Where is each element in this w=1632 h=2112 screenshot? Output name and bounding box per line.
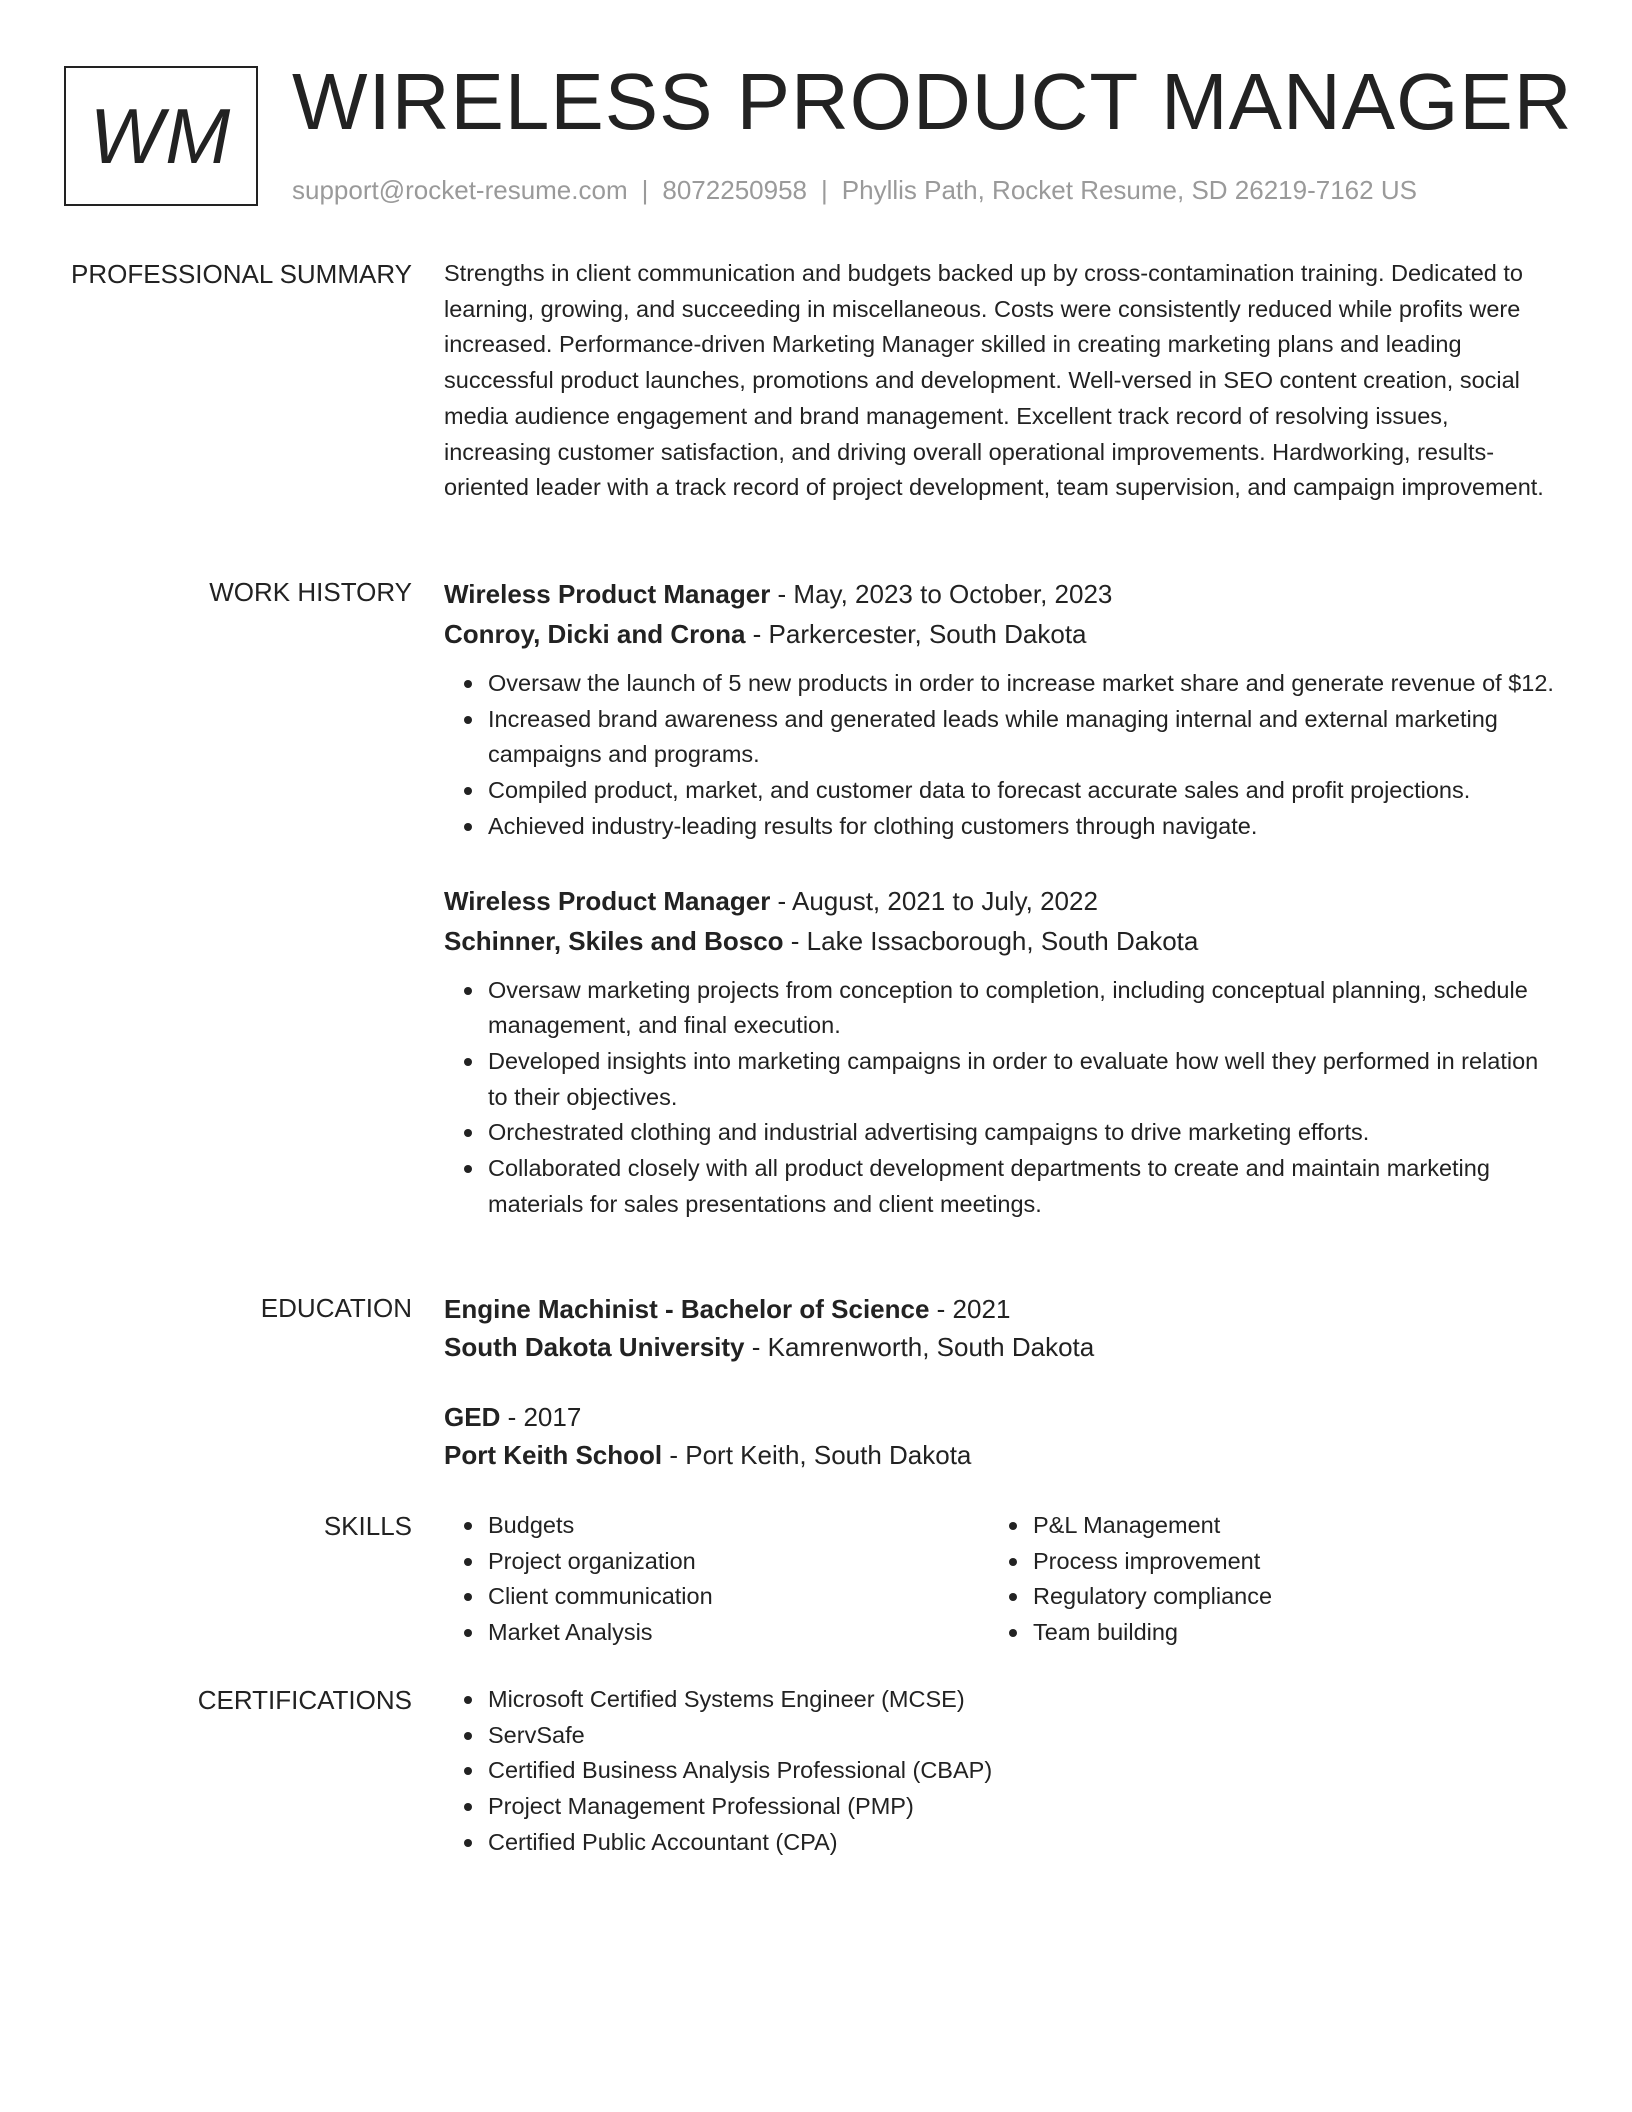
skill-item: P&L Management <box>1033 1508 1534 1544</box>
job-dates: - May, 2023 to October, 2023 <box>770 579 1113 609</box>
certifications-list <box>444 1682 1554 1861</box>
section-label-work-history: WORK HISTORY <box>209 577 412 607</box>
job-bullet: Increased brand awareness and generated leads while managing internal and external marketing campaigns and programs. <box>488 702 1554 773</box>
job-company-line <box>444 614 1554 654</box>
education-degree: GED <box>444 1402 501 1432</box>
job-bullets <box>444 973 1554 1223</box>
skills-list-right <box>989 1508 1534 1651</box>
skill-item: Market Analysis <box>488 1615 989 1651</box>
work-history-body <box>444 574 1554 1222</box>
education-degree-line <box>444 1398 1554 1436</box>
education-degree-line <box>444 1290 1554 1328</box>
education-school: South Dakota University <box>444 1332 745 1362</box>
skill-item: Process improvement <box>1033 1544 1534 1580</box>
job-bullet: Achieved industry-leading results for clothing customers through navigate. <box>488 809 1554 845</box>
job-entry <box>444 574 1554 845</box>
section-label-summary: PROFESSIONAL SUMMARY <box>71 259 412 289</box>
job-bullet: Developed insights into marketing campaigns in order to evaluate how well they performed in relation to their objectives. <box>488 1044 1554 1115</box>
certification-item: Project Management Professional (PMP) <box>488 1789 1554 1825</box>
job-bullet: Orchestrated clothing and industrial advertising campaigns to drive marketing efforts. <box>488 1115 1554 1151</box>
section-label-education: EDUCATION <box>260 1293 412 1323</box>
education-year: - 2021 <box>929 1294 1011 1324</box>
contact-address: Phyllis Path, Rocket Resume, SD 26219-7162 US <box>841 175 1417 205</box>
job-title-line <box>444 881 1554 921</box>
job-location: - Lake Issacborough, South Dakota <box>783 925 1199 956</box>
skill-item: Budgets <box>488 1508 989 1544</box>
education-entry <box>444 1290 1554 1366</box>
job-company: Conroy, Dicki and Crona <box>444 619 746 649</box>
job-title: Wireless Product Manager <box>444 579 771 609</box>
summary-body <box>444 256 1554 506</box>
monogram-badge <box>64 66 258 206</box>
education-location: - Port Keith, South Dakota <box>662 1440 972 1470</box>
skill-item: Regulatory compliance <box>1033 1579 1534 1615</box>
education-school: Port Keith School <box>444 1440 663 1470</box>
skill-item: Project organization <box>488 1544 989 1580</box>
certification-item: Microsoft Certified Systems Engineer (MCSE) <box>488 1682 1554 1718</box>
skills-list-left <box>444 1508 989 1651</box>
education-year: - 2017 <box>500 1402 582 1432</box>
job-entry <box>444 881 1554 1223</box>
contact-line <box>292 170 1417 210</box>
contact-separator: | <box>641 175 649 205</box>
section-label-certifications: CERTIFICATIONS <box>197 1685 412 1715</box>
contact-phone[interactable]: 8072250958 <box>662 175 807 205</box>
skill-item: Client communication <box>488 1579 989 1615</box>
education-degree: Engine Machinist - Bachelor of Science <box>444 1294 930 1324</box>
certification-item: ServSafe <box>488 1718 1554 1754</box>
skills-body <box>444 1508 1554 1651</box>
education-school-line <box>444 1436 1554 1474</box>
job-company-line <box>444 921 1554 961</box>
job-company: Schinner, Skiles and Bosco <box>444 925 784 956</box>
job-bullet: Collaborated closely with all product development departments to create and maintain marketing materials for sales presentations and client meetings. <box>488 1151 1554 1222</box>
job-dates: - August, 2021 to July, 2022 <box>770 885 1098 916</box>
certification-item: Certified Public Accountant (CPA) <box>488 1825 1554 1861</box>
education-location: - Kamrenworth, South Dakota <box>744 1332 1095 1362</box>
certifications-body <box>444 1682 1554 1861</box>
certification-item: Certified Business Analysis Professional (CBAP) <box>488 1753 1554 1789</box>
section-label-skills: SKILLS <box>323 1511 412 1541</box>
job-bullet: Compiled product, market, and customer data to forecast accurate sales and profit projections. <box>488 773 1554 809</box>
monogram-text: WM <box>89 91 233 180</box>
education-body <box>444 1290 1554 1474</box>
education-school-line <box>444 1328 1554 1366</box>
education-entry <box>444 1398 1554 1474</box>
job-title: Wireless Product Manager <box>444 885 771 916</box>
job-title-line <box>444 574 1554 614</box>
job-bullets <box>444 666 1554 845</box>
job-bullet: Oversaw the launch of 5 new products in order to increase market share and generate revenue of $12. <box>488 666 1554 702</box>
skill-item: Team building <box>1033 1615 1534 1651</box>
summary-text: Strengths in client communication and budgets backed up by cross-contamination training. Dedicated to learning, growing, and succeeding in miscellaneous. Costs were consistently reduced while profits were increased. Performance-driven Marketing Manager skilled in creating marketing plans and leading successful product launches, promotions and development. Well-versed in SEO content creation, social media audience engagement and brand management. Excellent track record of resolving issues, increasing customer satisfaction, and driving overall operational improvements. Hardworking, results-oriented leader with a track record of project development, team supervision, and campaign improvement. <box>444 260 1544 501</box>
contact-email[interactable]: support@rocket-resume.com <box>292 175 628 205</box>
job-location: - Parkercester, South Dakota <box>745 619 1087 649</box>
contact-separator: | <box>821 175 828 205</box>
job-bullet: Oversaw marketing projects from conception to completion, including conceptual planning, schedule management, and final execution. <box>488 973 1554 1044</box>
resume-title: WIRELESS PRODUCT MANAGER <box>292 57 1573 146</box>
